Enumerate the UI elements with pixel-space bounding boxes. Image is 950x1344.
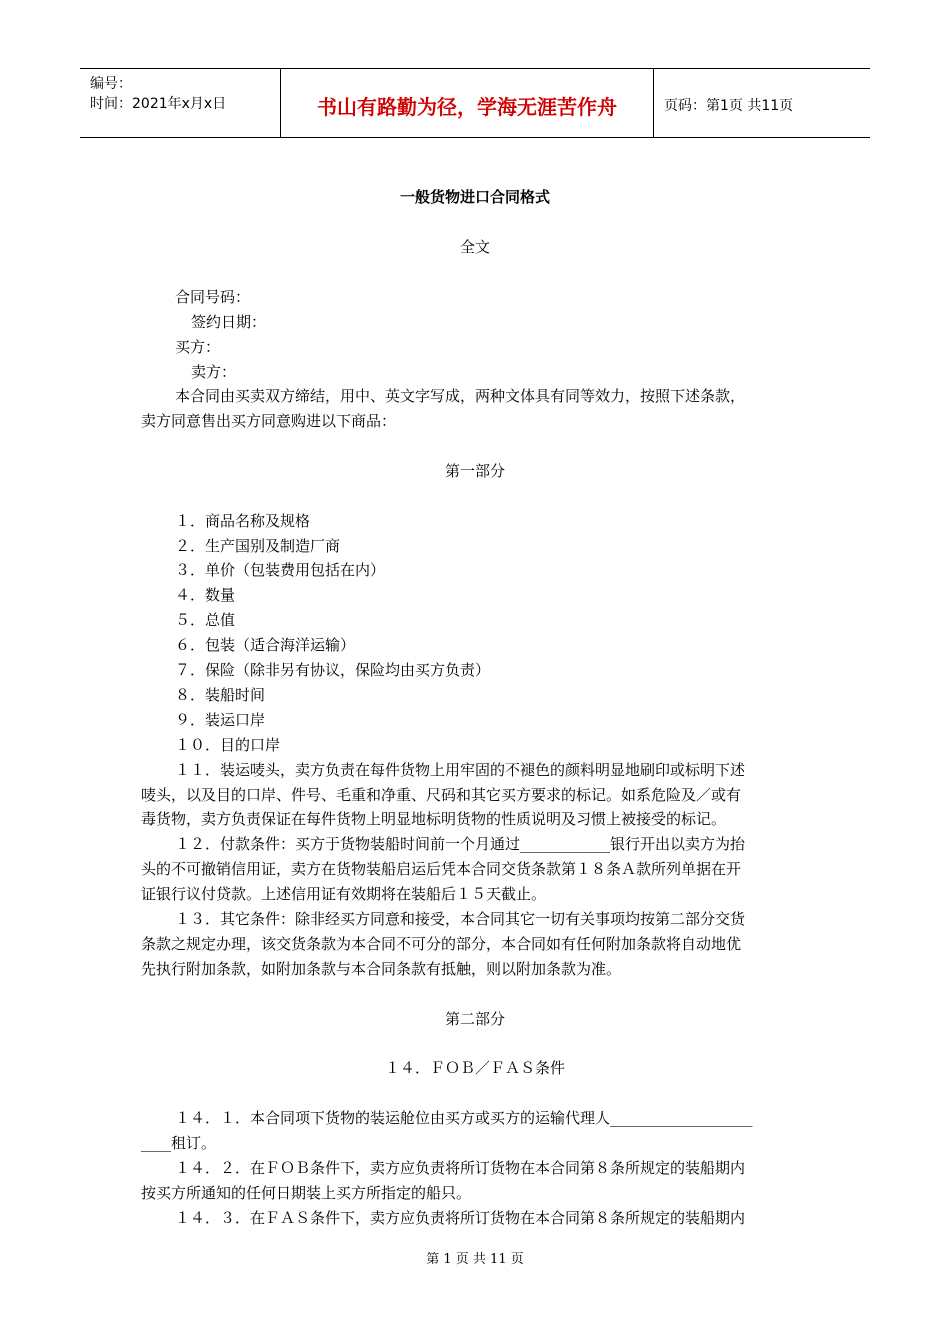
paragraph-line: １４．１．本合同项下货物的装运舱位由买方或买方的运输代理人___________________ bbox=[175, 1109, 753, 1127]
paragraph-line: 先执行附加条款，如附加条款与本合同条款有抵触，则以附加条款为准。 bbox=[141, 960, 622, 978]
seller-line: 卖方： bbox=[191, 363, 237, 381]
document-subtitle: 全文 bbox=[459, 238, 490, 256]
paragraph-line: 唛头，以及目的口岸、件号、毛重和净重、尺码和其它买方要求的标记。如系危险及／或有 bbox=[141, 786, 742, 804]
paragraph-line: 头的不可撤销信用证，卖方在货物装船启运后凭本合同交货条款第１８条Ａ款所列单据在开 bbox=[141, 860, 742, 878]
header-page-info: 页码：第1页 共11页 bbox=[664, 98, 794, 114]
paragraph-line: 毒货物，卖方负责保证在每件货物上明显地标明货物的性质说明及习惯上被接受的标记。 bbox=[141, 810, 727, 828]
list-item: ７．保险（除非另有协议，保险均由买方负责） bbox=[175, 661, 491, 679]
signing-date-line: 签约日期： bbox=[191, 313, 267, 331]
paragraph-line: １１．装运唛头，卖方负责在每件货物上用牢固的不褪色的颜料明显地刷印或标明下述 bbox=[175, 761, 746, 779]
section-heading-part-one: 第一部分 bbox=[444, 462, 505, 480]
paragraph-line: 按买方所通知的任何日期装上买方所指定的船只。 bbox=[141, 1184, 472, 1202]
page-header bbox=[80, 68, 870, 138]
list-item: ９．装运口岸 bbox=[175, 711, 266, 729]
section-heading-part-two: 第二部分 bbox=[444, 1010, 505, 1028]
list-item: ４．数量 bbox=[175, 586, 236, 604]
list-item: １０．目的口岸 bbox=[175, 736, 281, 754]
list-item: ２．生产国别及制造厂商 bbox=[175, 537, 341, 555]
buyer-line: 买方： bbox=[175, 338, 221, 356]
list-item: ３．单价（包装费用包括在内） bbox=[175, 561, 386, 579]
paragraph-line: １４．２．在ＦＯＢ条件下，卖方应负责将所订货物在本合同第８条所规定的装船期内 bbox=[175, 1159, 746, 1177]
paragraph-line: ____租订。 bbox=[141, 1134, 217, 1152]
page-footer: 第 1 页 共 11 页 bbox=[426, 1252, 524, 1267]
clause-heading: １４．ＦＯＢ／ＦＡＳ条件 bbox=[384, 1059, 565, 1077]
paragraph-line: １２．付款条件：买方于货物装船时间前一个月通过____________银行开出以卖方为抬 bbox=[175, 835, 746, 853]
paragraph-line: 本合同由买卖双方缔结，用中、英文字写成，两种文体具有同等效力，按照下述条款， bbox=[175, 387, 746, 405]
contract-number-line: 合同号码： bbox=[175, 288, 251, 306]
header-page-cell bbox=[654, 69, 870, 137]
paragraph-line: 条款之规定办理，该交货条款为本合同不可分的部分，本合同如有任何附加条款将自动地优 bbox=[141, 935, 742, 953]
list-item: １．商品名称及规格 bbox=[175, 512, 311, 530]
list-item: ６．包装（适合海洋运输） bbox=[175, 636, 356, 654]
list-item: ８．装船时间 bbox=[175, 686, 266, 704]
paragraph-line: 证银行议付贷款。上述信用证有效期将在装船后１５天截止。 bbox=[141, 885, 547, 903]
list-item: ５．总值 bbox=[175, 611, 236, 629]
paragraph-line: １３．其它条件：除非经买方同意和接受，本合同其它一切有关事项均按第二部分交货 bbox=[175, 910, 746, 928]
header-motto-cell bbox=[281, 69, 654, 137]
header-motto: 书山有路勤为径，学海无涯苦作舟 bbox=[317, 95, 617, 119]
document-time-label: 时间：2021年x月x日 bbox=[90, 96, 227, 112]
paragraph-line: １４．３．在ＦＡＳ条件下，卖方应负责将所订货物在本合同第８条所规定的装船期内 bbox=[175, 1209, 746, 1227]
document-number-label: 编号： bbox=[90, 76, 132, 92]
paragraph-line: 卖方同意售出买方同意购进以下商品： bbox=[141, 412, 397, 430]
header-meta bbox=[80, 69, 281, 137]
document-title: 一般货物进口合同格式 bbox=[399, 188, 550, 206]
